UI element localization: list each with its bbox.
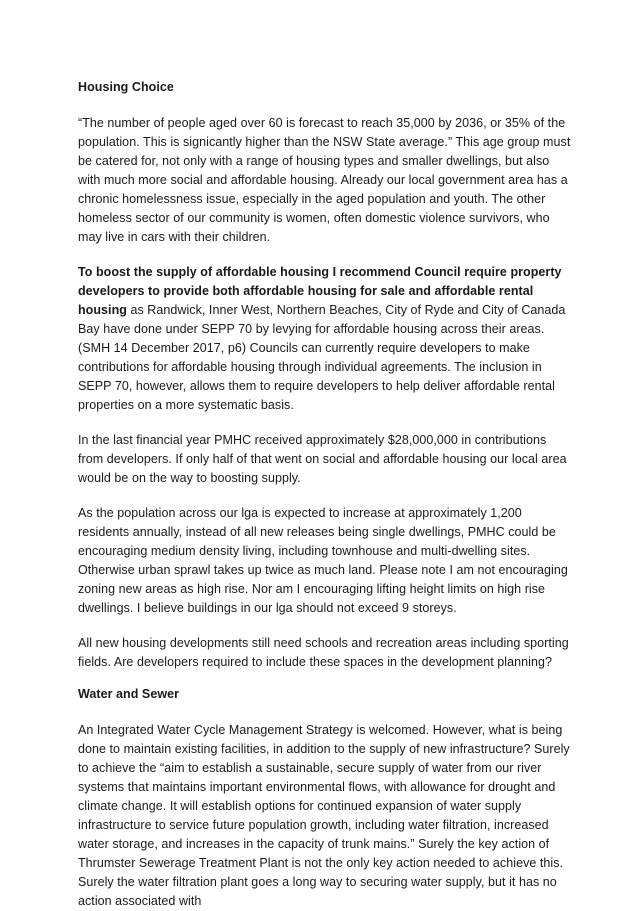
paragraph-integrated-water-cycle xyxy=(78,721,571,911)
paragraph-population-aged-over-60 xyxy=(78,114,571,247)
paragraph-text: As the population across our lga is expected to increase at approximately 1,200 residents annually, instead of all new releases being single dwellings, PMHC could be encouraging medium density living, including townhouse and multi-dwelling sites. Otherwise urban sprawl takes up twice as much land. Please note I am not encouraging zoning new areas as high rise. Nor am I encouraging lifting height limits on high rise dwellings. I believe buildings in our lga should not exceed 9 storeys. xyxy=(78,506,568,615)
paragraph-text: All new housing developments still need schools and recreation areas including sporting fields. Are developers required to include these spaces in the development planning? xyxy=(78,636,569,669)
paragraph-text: In the last financial year PMHC received approximately $28,000,000 in contributions from developers. If only half of that went on social and affordable housing our local area would be on the way to boosting supply. xyxy=(78,433,567,485)
paragraph-text: An Integrated Water Cycle Management Strategy is welcomed. However, what is being done to maintain existing facilities, in addition to the supply of new infrastructure? Surely to achieve the “aim to establish a sustainable, secure supply of water from our river systems that maintains important environmental flows, with allowance for drought and climate change. It will establish options for continued expansion of water supply infrastructure to service future population growth, including water filtration, increased water storage, and increases in the capacity of trunk mains.” Surely the key action of Thrumster Sewerage Treatment Plant is not the only key action needed to achieve this. Surely the water filtration plant goes a long way to securing water supply, but it has no action associated with xyxy=(78,723,570,908)
section-heading-water-and-sewer: Water and Sewer xyxy=(78,687,180,701)
paragraph-schools-recreation xyxy=(78,634,571,672)
paragraph-medium-density xyxy=(78,504,571,618)
paragraph-affordable-housing-recommendation xyxy=(78,263,571,415)
paragraph-developer-contributions xyxy=(78,431,571,488)
section-heading-housing-choice: Housing Choice xyxy=(78,80,174,94)
recommendation-bold-text: To boost the supply of affordable housing I recommend Council require property developers to provide both affordable housing for sale and affordable rental housing xyxy=(78,265,562,317)
paragraph-text: as Randwick, Inner West, Northern Beaches, City of Ryde and City of Canada Bay have done under SEPP 70 by levying for affordable housing across their areas. (SMH 14 December 2017, p6) Councils can currently require developers to make contributions for affordable housing through individual agreements. The inclusion in SEPP 70, however, allows them to require developers to help deliver affordable rental properties on a more systematic basis. xyxy=(78,303,566,412)
paragraph-text: “The number of people aged over 60 is forecast to reach 35,000 by 2036, or 35% of the population. This is signicantly higher than the NSW State average.” This age group must be catered for, not only with a range of housing types and smaller dwellings, but also with much more social and affordable housing. Already our local government area has a chronic homelessness issue, especially in the aged population and youth. The other homeless sector of our community is women, often domestic violence survivors, who may live in cars with their children. xyxy=(78,116,571,244)
